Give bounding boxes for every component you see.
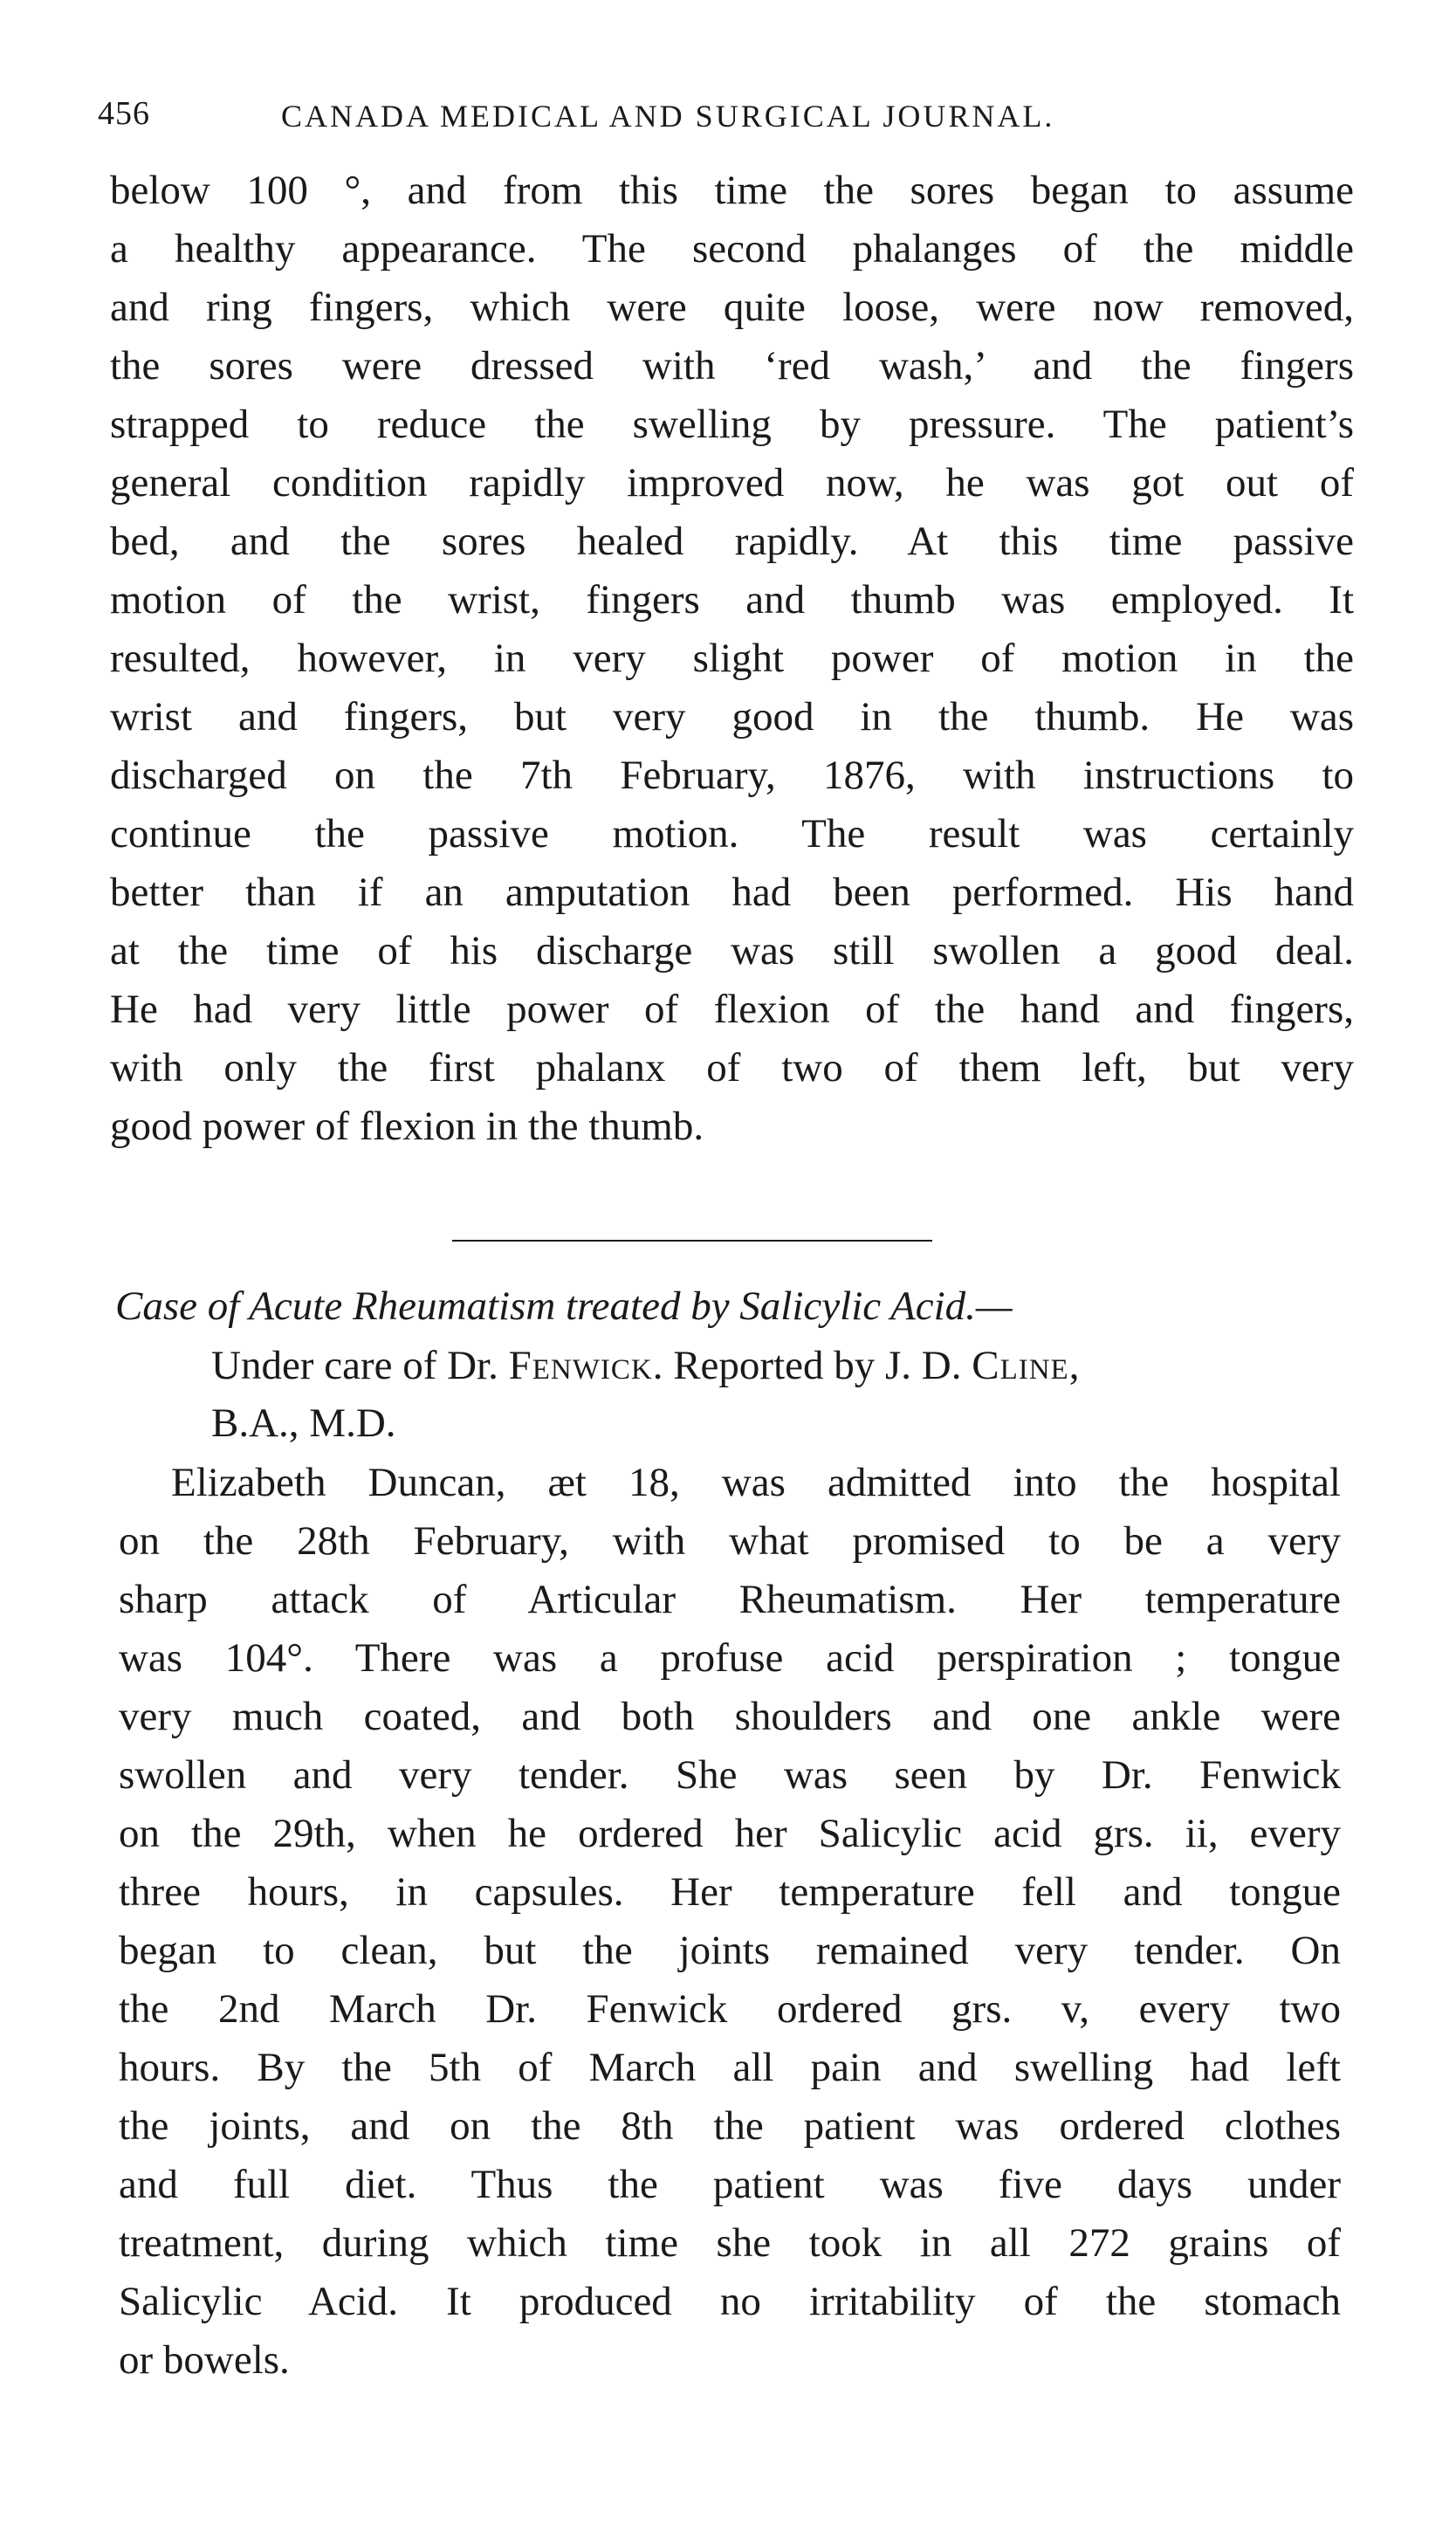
text-line: strapped to reduce the swelling by pressure. The patient’s — [110, 402, 1354, 447]
text-line: on the 28th February, with what promised to be a very — [119, 1518, 1341, 1564]
case-title-text: Case of Acute Rheumatism treated by Salicylic Acid.— — [115, 1283, 1013, 1329]
text-line: with only the first phalanx of two of them left, but very — [110, 1045, 1354, 1091]
text-line: swollen and very tender. She was seen by Dr. Fenwick — [119, 1752, 1341, 1798]
text-line: sharp attack of Articular Rheumatism. Her temperature — [119, 1577, 1341, 1622]
text-line: was 104°. There was a profuse acid perspiration ; tongue — [119, 1635, 1341, 1681]
text-line: below 100 °, and from this time the sores began to assume — [110, 168, 1354, 213]
text-line: at the time of his discharge was still swollen a good deal. — [110, 928, 1354, 974]
text-line: or bowels. — [119, 2337, 290, 2383]
text-line: and full diet. Thus the patient was five days under — [119, 2162, 1341, 2207]
text-line: He had very little power of flexion of the hand and fingers, — [110, 987, 1354, 1032]
attribution-suffix: , — [1068, 1343, 1080, 1388]
journal-title: CANADA MEDICAL AND SURGICAL JOURNAL. — [281, 99, 1055, 134]
text-line: began to clean, but the joints remained very tender. On — [119, 1928, 1341, 1973]
case-attribution — [211, 1339, 1079, 1392]
text-line: Elizabeth Duncan, æt 18, was admitted into the hospital — [171, 1460, 1341, 1505]
text-line: three hours, in capsules. Her temperature fell and tongue — [119, 1869, 1341, 1915]
running-head — [98, 94, 1355, 147]
text-line: very much coated, and both shoulders and one ankle were — [119, 1694, 1341, 1739]
text-line: a healthy appearance. The second phalanges of the middle — [110, 226, 1354, 272]
text-line: the sores were dressed with ‘red wash,’ and the fingers — [110, 343, 1354, 389]
text-line: wrist and fingers, but very good in the thumb. He was — [110, 694, 1354, 740]
text-line: better than if an amputation had been performed. His hand — [110, 870, 1354, 915]
text-line: treatment, during which time she took in all 272 grains of — [119, 2220, 1341, 2266]
text-line: discharged on the 7th February, 1876, with instructions to — [110, 753, 1354, 798]
text-line: on the 29th, when he ordered her Salicylic acid grs. ii, every — [119, 1811, 1341, 1856]
page-number: 456 — [98, 95, 150, 132]
text-line: good power of flexion in the thumb. — [110, 1104, 704, 1149]
text-line: motion of the wrist, fingers and thumb was employed. It — [110, 577, 1354, 623]
attribution-middle: . Reported by J. D. — [652, 1343, 972, 1388]
text-line: and ring fingers, which were quite loose, were now removed, — [110, 285, 1354, 330]
text-line: the joints, and on the 8th the patient was ordered clothes — [119, 2103, 1341, 2149]
text-line: general condition rapidly improved now, he was got out of — [110, 460, 1354, 506]
text-line: continue the passive motion. The result was certainly — [110, 811, 1354, 857]
text-line: Salicylic Acid. It produced no irritability of the stomach — [119, 2279, 1341, 2324]
reporter-credentials: B.A., M.D. — [211, 1400, 396, 1446]
text-line: hours. By the 5th of March all pain and swelling had left — [119, 2045, 1341, 2090]
text-line: the 2nd March Dr. Fenwick ordered grs. v, every two — [119, 1986, 1341, 2032]
text-line: resulted, however, in very slight power of motion in the — [110, 636, 1354, 681]
text-line: bed, and the sores healed rapidly. At this time passive — [110, 519, 1354, 564]
doctor-name: Fenwick — [508, 1343, 653, 1388]
attribution-prefix: Under care of Dr. — [211, 1343, 509, 1388]
section-divider — [452, 1240, 932, 1242]
case-title — [115, 1280, 1013, 1332]
reporter-name: Cline — [972, 1343, 1069, 1388]
